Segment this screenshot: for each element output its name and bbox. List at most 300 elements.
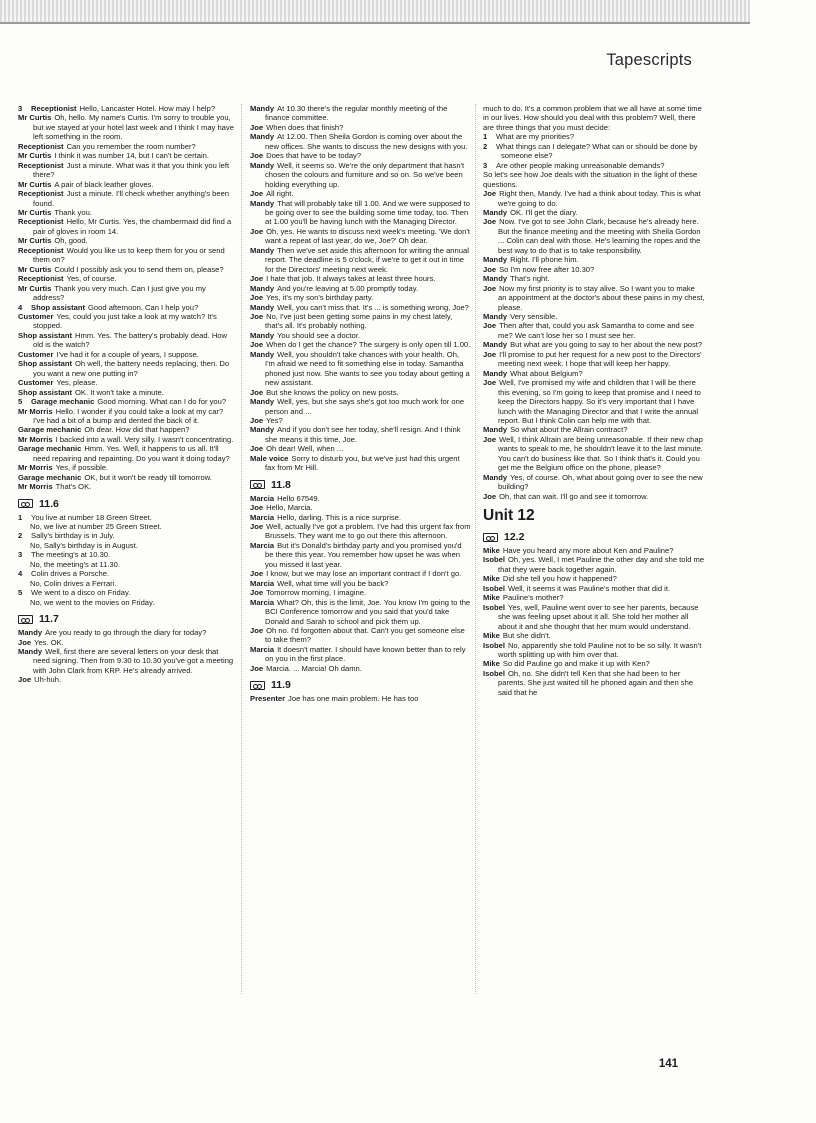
dialogue-turn	[483, 669, 705, 697]
speech-text: Well, you can't miss that. It's ... is something wrong, Joe?	[277, 302, 469, 312]
speaker-name: Joe	[250, 340, 264, 350]
speech-text: Very sensible.	[510, 311, 558, 321]
dialogue-turn	[18, 161, 236, 180]
item-text: We went to a disco on Friday.	[31, 588, 131, 598]
speech-text: Hello. I wonder if you could take a look at my car? I've had a bit of a bump and dented the back of it.	[33, 406, 224, 425]
dialogue-turn	[483, 631, 705, 640]
speech-text: At 10.30 there's the regular monthly meeting of the finance committee.	[265, 104, 448, 123]
speech-text: Yes, if possible.	[55, 463, 109, 473]
numbered-line	[18, 569, 236, 578]
dialogue-turn	[18, 350, 236, 359]
speaker-name: Mr Curtis	[18, 151, 52, 161]
speech-text: Thank you.	[54, 207, 92, 217]
speaker-name: Joe	[250, 189, 264, 199]
speaker-name: Shop assistant	[18, 387, 73, 397]
speaker-name: Receptionist	[18, 160, 64, 170]
dialogue-turn	[18, 397, 236, 406]
dialogue-turn	[18, 473, 236, 482]
speaker-name: Male voice	[250, 453, 289, 463]
speech-text: Well, you shouldn't take chances with your health. Oh, I'm afraid we need to fit something else in today. Samantha phoned just now. She wants to see you today about getting a new assistant.	[265, 349, 470, 388]
dialogue-turn	[250, 388, 471, 397]
section-number: 11.9	[271, 679, 291, 692]
speaker-name: Joe	[250, 626, 264, 636]
dialogue-turn	[483, 603, 705, 631]
speaker-name: Marcia	[250, 540, 275, 550]
speaker-name: Mandy	[483, 340, 508, 350]
item-number: 5	[18, 588, 23, 598]
dialogue-turn	[18, 628, 236, 637]
item-number: 4	[18, 569, 23, 579]
speech-text: Well, what time will you be back?	[277, 578, 389, 588]
correction-line: No, Colin drives a Ferrari.	[30, 578, 117, 588]
dialogue-turn	[18, 104, 236, 113]
speech-text: Oh dear! Well, when ...	[266, 444, 344, 454]
speech-text: And you're leaving at 5.00 promptly today.	[277, 283, 419, 293]
dialogue-turn	[18, 113, 236, 141]
dialogue-turn	[250, 694, 471, 703]
column-middle	[250, 104, 471, 704]
dialogue-turn	[18, 482, 236, 491]
dialogue-turn	[18, 265, 236, 274]
dialogue-turn	[18, 388, 236, 397]
speech-text: Hello 67549.	[277, 493, 320, 503]
speech-text: Just a minute. I'll check whether anything's been found.	[33, 189, 230, 208]
section-number: 11.7	[39, 613, 59, 626]
cassette-icon	[250, 681, 265, 690]
speech-text: Well, first there are several letters on your desk that need signing. Then from 9.30 to 10.30 you've got a meeting with John Clark from KRP. He's already arrived.	[33, 647, 234, 675]
dialogue-turn	[18, 246, 236, 265]
speech-text: Hmm. Yes. Well, it happens to us all. It'll need repairing and repainting. Do you want it doing today?	[33, 444, 230, 463]
numbered-line	[483, 132, 705, 141]
speech-text: Oh well, the battery needs replacing, then. Do you want a new one putting in?	[33, 359, 230, 378]
speaker-name: Garage mechanic	[18, 472, 82, 482]
speaker-name: Customer	[18, 349, 54, 359]
page-number: 141	[658, 1058, 678, 1070]
speaker-name: Joe	[483, 217, 497, 227]
dialogue-turn	[18, 359, 236, 378]
speech-text: Could I possibly ask you to send them on, please?	[54, 264, 224, 274]
dialogue-turn	[483, 208, 705, 217]
section-number: 12.2	[504, 531, 525, 544]
dialogue-turn	[483, 584, 705, 593]
dialogue-turn	[18, 463, 236, 472]
speaker-name: Mr Morris	[18, 434, 53, 444]
speech-text: When does that finish?	[266, 122, 344, 132]
dialogue-turn	[250, 598, 471, 626]
speech-text: Hello, darling. This is a nice surprise.	[277, 512, 402, 522]
speaker-name: Joe	[250, 387, 264, 397]
dialogue-turn	[250, 444, 471, 453]
section-heading	[18, 498, 236, 510]
scan-edge-bar	[0, 0, 750, 24]
speech-text: Oh, that can wait. I'll go and see it tomorrow.	[499, 491, 649, 501]
speaker-name: Mandy	[250, 349, 275, 359]
speaker-name: Mandy	[483, 274, 508, 284]
speech-text: I hate that job. It always takes at least three hours.	[266, 274, 436, 284]
correction-line: No, the meeting's at 11.30.	[30, 559, 120, 569]
dialogue-turn	[18, 444, 236, 463]
dialogue-turn	[250, 199, 471, 227]
dialogue-turn	[250, 331, 471, 340]
speech-text: So I'm now free after 10.30?	[499, 264, 595, 274]
dialogue-turn	[250, 151, 471, 160]
dialogue-turn	[18, 274, 236, 283]
cassette-icon	[18, 615, 33, 624]
numbered-line	[18, 550, 236, 559]
cassette-icon	[250, 480, 265, 489]
paragraph: much to do. It's a common problem that we all have at some time in our lives. How should you deal with this problem? Well, there are three things that you must decide:	[483, 104, 702, 132]
speaker-name: Joe	[250, 503, 264, 513]
dialogue-turn	[18, 647, 236, 675]
speaker-name: Mike	[483, 631, 500, 641]
dialogue-turn	[250, 246, 471, 274]
speaker-name: Mandy	[250, 330, 275, 340]
item-text: You live at number 18 Green Street.	[31, 512, 152, 522]
section-heading	[250, 679, 471, 691]
speaker-name: Mr Curtis	[18, 264, 52, 274]
dialogue-turn	[483, 217, 705, 255]
item-text: What things can I delegate? What can or should be done by someone else?	[496, 141, 698, 161]
speaker-name: Mike	[483, 574, 500, 584]
speaker-name: Mandy	[250, 160, 275, 170]
speech-text: Yes, could you just take a look at my watch? It's stopped.	[33, 311, 217, 331]
speech-text: Good afternoon. Can I help you?	[88, 302, 199, 312]
dialogue-turn	[250, 645, 471, 664]
speech-text: Oh, yes. Well, I met Pauline the other day and she told me that they were back together again.	[498, 555, 705, 574]
speech-text: Yes, of course. Oh, what about going over to see the new building?	[498, 472, 703, 492]
speech-text: Oh, yes. He wants to discuss next week's meeting. 'We don't want a repeat of last year, do we, Joe?' Oh dear.	[265, 226, 470, 246]
dialogue-turn	[250, 588, 471, 597]
speech-text: Yes, it's my son's birthday party.	[266, 293, 374, 303]
speech-text: It doesn't matter. I should have known better than to rely on you in the first place.	[265, 644, 466, 664]
speaker-name: Joe	[250, 588, 264, 598]
speaker-name: Mandy	[250, 198, 275, 208]
dialogue-turn	[483, 574, 705, 583]
item-text: Colin drives a Porsche.	[31, 569, 110, 579]
dialogue-turn	[18, 638, 236, 647]
speaker-name: Marcia	[250, 578, 275, 588]
item-text: What are my priorities?	[496, 132, 575, 142]
speech-text: Have you heard any more about Ken and Pauline?	[502, 546, 674, 556]
speaker-name: Mr Morris	[18, 406, 53, 416]
speaker-name: Joe	[483, 189, 497, 199]
dialogue-turn	[483, 350, 705, 369]
speaker-name: Receptionist	[18, 274, 64, 284]
item-text: Sally's birthday is in July.	[31, 531, 115, 541]
speaker-name: Mr Curtis	[18, 236, 52, 246]
numbered-line	[483, 161, 705, 170]
dialogue-turn	[250, 161, 471, 189]
speaker-name: Mandy	[250, 302, 275, 312]
dialogue-turn	[250, 522, 471, 541]
speech-text: Yes?	[266, 415, 283, 425]
speech-text: Thank you very much. Can I just give you my address?	[33, 283, 206, 303]
dialogue-turn	[250, 569, 471, 578]
speaker-name: Isobel	[483, 668, 505, 678]
speech-text: Yes, please.	[56, 378, 98, 388]
dialogue-turn	[483, 265, 705, 274]
speaker-name: Garage mechanic	[18, 425, 82, 435]
speech-text: Right then, Mandy. I've had a think about today. This is what we're going to do.	[498, 189, 701, 208]
speech-text: What about Belgium?	[510, 368, 583, 378]
speaker-name: Customer	[18, 311, 54, 321]
speech-text: OK. It won't take a minute.	[75, 387, 164, 397]
section-heading	[483, 531, 705, 543]
speaker-name: Joe	[483, 378, 497, 388]
cassette-icon	[483, 533, 498, 542]
dialogue-turn	[483, 659, 705, 668]
speech-text: OK. I'll get the diary.	[510, 207, 578, 217]
column-right	[483, 104, 705, 697]
speaker-name: Mandy	[483, 368, 508, 378]
section-number: 11.6	[39, 497, 59, 510]
speaker-name: Joe	[250, 569, 264, 579]
dialogue-turn	[250, 227, 471, 246]
dialogue-turn	[18, 303, 236, 312]
item-number: 1	[18, 512, 23, 522]
dialogue-turn	[18, 378, 236, 387]
speaker-name: Joe	[250, 444, 264, 454]
dialogue-turn	[483, 593, 705, 602]
speech-text: That's right.	[510, 274, 550, 284]
speech-text: Yes, well, Pauline went over to see her parents, because she was feeling upset about it all. She told her mother all about it and she thought that her mum would understand.	[498, 602, 699, 631]
speaker-name: Joe	[483, 264, 497, 274]
speaker-name: Mandy	[483, 255, 508, 265]
speech-text: Oh no. I'd forgotten about that. Can't you get someone else to take them?	[265, 626, 465, 645]
dialogue-turn	[250, 274, 471, 283]
dialogue-turn	[483, 274, 705, 283]
dialogue-turn	[250, 454, 471, 473]
dialogue-turn	[250, 664, 471, 673]
speech-text: When do I get the chance? The surgery is only open till 1.00.	[266, 340, 471, 350]
dialogue-turn	[483, 189, 705, 208]
dialogue-turn	[483, 321, 705, 340]
speech-text: At 12.00. Then Sheila Gordon is coming over about the new offices. She wants to discuss the new designs with you.	[265, 132, 468, 151]
dialogue-turn	[18, 675, 236, 684]
dialogue-turn	[483, 473, 705, 492]
section-number: 11.8	[271, 478, 291, 491]
speech-text: Hello, Marcia.	[266, 503, 313, 513]
speech-text: Oh, no. She didn't tell Ken that she had been to her parents. She just waited till he phoned again and then she said that he	[498, 668, 694, 697]
speaker-name: Receptionist	[18, 217, 64, 227]
dialogue-turn	[250, 416, 471, 425]
speaker-name: Garage mechanic	[18, 444, 82, 454]
numbered-line	[18, 531, 236, 540]
speech-text: Hello, Lancaster Hotel. How may I help?	[79, 104, 216, 113]
speaker-name: Mr Curtis	[18, 179, 52, 189]
speaker-name: Garage mechanic	[31, 397, 95, 407]
speaker-name: Mike	[483, 593, 500, 603]
running-head: Tapescripts	[606, 51, 692, 69]
dialogue-turn	[483, 378, 705, 425]
speech-text: I'll promise to put her request for a new post to the Directors' meeting next week. I hope that will keep her happy.	[498, 349, 702, 369]
speaker-name: Mandy	[250, 397, 275, 407]
speaker-name: Shop assistant	[18, 330, 73, 340]
dialogue-turn	[18, 435, 236, 444]
dialogue-turn	[250, 397, 471, 416]
speaker-name: Marcia	[250, 493, 275, 503]
dialogue-turn	[250, 494, 471, 503]
speaker-name: Isobel	[483, 555, 505, 565]
speaker-name: Mandy	[18, 628, 43, 638]
dialogue-turn	[483, 641, 705, 660]
speaker-name: Joe	[250, 151, 264, 161]
speech-text: Yes, of course.	[66, 274, 117, 284]
speaker-name: Joe	[483, 283, 497, 293]
dialogue-turn	[483, 340, 705, 349]
speaker-name: Joe	[250, 122, 264, 132]
dialogue-turn	[18, 284, 236, 303]
item-number: 3	[483, 160, 488, 170]
dialogue-turn	[250, 293, 471, 302]
speaker-name: Mike	[483, 546, 500, 556]
speaker-name: Mr Curtis	[18, 283, 52, 293]
dialogue-turn	[483, 435, 705, 473]
speech-text: I backed into a wall. Very silly. I wasn't concentrating.	[55, 434, 234, 444]
item-number: 3	[18, 104, 23, 113]
speech-text: I know, but we may lose an important contract if I don't go.	[266, 569, 462, 579]
speech-text: You should see a doctor.	[277, 330, 360, 340]
column-divider	[241, 104, 242, 994]
speaker-name: Customer	[18, 378, 54, 388]
speaker-name: Presenter	[250, 694, 286, 704]
speaker-name: Isobel	[483, 602, 505, 612]
speech-text: So did Pauline go and make it up with Ken?	[502, 659, 650, 669]
speech-text: Hello, Mr Curtis. Yes, the chambermaid did find a pair of gloves in room 14.	[33, 217, 232, 236]
speaker-name: Mandy	[483, 472, 508, 482]
dialogue-turn	[250, 284, 471, 293]
dialogue-turn	[18, 236, 236, 245]
dialogue-turn	[250, 425, 471, 444]
dialogue-turn	[18, 180, 236, 189]
speech-text: No, I've just been getting some pains in my chest lately, that's all. It's probably nothing.	[265, 311, 453, 331]
speech-text: Just a minute. What was it that you think you left there?	[33, 160, 230, 180]
speaker-name: Mandy	[483, 425, 508, 435]
speaker-name: Mr Curtis	[18, 207, 52, 217]
unit-heading: Unit 12	[483, 507, 535, 525]
speech-text: Sorry to disturb you, but we've just had this urgent fax from Mr Hill.	[265, 453, 460, 473]
speech-text: Would you like us to keep them for you or send them on?	[33, 245, 225, 265]
speech-text: Well, yes, but she says she's got too much work for one person and ...	[265, 397, 465, 416]
dialogue-turn	[250, 513, 471, 522]
correction-line: No, we went to the movies on Friday.	[30, 597, 155, 607]
speech-text: Marcia. ... Marcia! Oh damn.	[266, 663, 362, 673]
speech-text: Are you ready to go through the diary for today?	[45, 628, 207, 638]
speaker-name: Marcia	[250, 644, 275, 654]
column-left	[18, 104, 236, 685]
speaker-name: Mr Morris	[18, 463, 53, 473]
section-heading	[250, 479, 471, 491]
speech-text: That will probably take till 1.00. And we were supposed to be going over to see the building some time today, too. Then at 1.00 you'll be having lunch with the Managing Director.	[265, 198, 470, 227]
dialogue-turn	[250, 312, 471, 331]
speech-text: Good morning. What can I do for you?	[97, 397, 227, 407]
speaker-name: Joe	[483, 321, 497, 331]
speaker-name: Joe	[483, 349, 497, 359]
speaker-name: Receptionist	[18, 189, 64, 199]
speech-text: Pauline's mother?	[502, 593, 564, 603]
speech-text: Well, actually I've got a problem. I've had this urgent fax from Brussels. They want me to go out there this afternoon.	[265, 522, 471, 541]
item-number: 4	[18, 302, 23, 312]
speech-text: I've had it for a couple of years, I suppose.	[56, 349, 199, 359]
speech-text: Did she tell you how it happened?	[502, 574, 617, 584]
speech-text: What? Oh, this is the limit, Joe. You know I'm going to the BCI Conference tomorrow and you said that you'd take Donald and Sarah to school and pick them up.	[265, 597, 471, 626]
dialogue-turn	[483, 255, 705, 264]
speech-text: Joe has one main problem. He has too	[288, 694, 419, 704]
dialogue-turn	[250, 541, 471, 569]
speaker-name: Marcia	[250, 512, 275, 522]
dialogue-turn	[250, 579, 471, 588]
dialogue-turn	[483, 312, 705, 321]
dialogue-turn	[250, 132, 471, 151]
dialogue-turn	[483, 492, 705, 501]
speech-text: Yes. OK.	[34, 637, 64, 647]
speaker-name: Joe	[250, 226, 264, 236]
speech-text: Hmm. Yes. The battery's probably dead. How old is the watch?	[33, 330, 228, 350]
speech-text: Then after that, could you ask Samantha to come and see me? We can't lose her so I must see her.	[498, 321, 695, 340]
dialogue-turn	[483, 284, 705, 312]
speech-text: Now my first priority is to stay alive. So I want you to make an appointment at the doctor's about these pains in my chest, please.	[498, 283, 705, 312]
correction-line: No, we live at number 25 Green Street.	[30, 522, 162, 532]
dialogue-turn	[18, 217, 236, 236]
item-text: The meeting's at 10.30.	[31, 550, 111, 560]
speech-text: Then we've set aside this afternoon for writing the annual report. The deadline is 5 o'clock, if we're to get it out in time for the Directors' meeting next week.	[265, 245, 469, 274]
dialogue-turn	[483, 546, 705, 555]
speech-text: Uh-huh.	[34, 675, 62, 685]
paragraph: So let's see how Joe deals with the situation in the light of these questions.	[483, 170, 698, 189]
speaker-name: Mandy	[250, 245, 275, 255]
speaker-name: Joe	[483, 491, 497, 501]
dialogue-turn	[18, 312, 236, 331]
numbered-line	[18, 513, 236, 522]
speaker-name: Mandy	[18, 647, 43, 657]
speech-text: Can you remember the room number?	[66, 141, 196, 151]
item-number: 2	[483, 141, 488, 151]
speech-text: A pair of black leather gloves.	[54, 179, 154, 189]
dialogue-turn	[250, 626, 471, 645]
numbered-line	[18, 588, 236, 597]
dialogue-turn	[483, 425, 705, 434]
speaker-name: Joe	[483, 434, 497, 444]
speech-text: So what about the Allrain contract?	[510, 425, 628, 435]
speaker-name: Receptionist	[31, 104, 77, 113]
speech-text: But it's Donald's birthday party and you promised you'd be there this year. You remember how upset he was when you missed it last year.	[265, 540, 462, 569]
dialogue-turn	[18, 425, 236, 434]
speech-text: But she knows the policy on new posts.	[266, 387, 399, 397]
dialogue-turn	[483, 369, 705, 378]
speech-text: Oh dear. How did that happen?	[84, 425, 190, 435]
speaker-name: Mandy	[250, 283, 275, 293]
dialogue-turn	[18, 189, 236, 208]
dialogue-turn	[250, 123, 471, 132]
speech-text: But what are you going to say to her about the new post?	[510, 340, 703, 350]
speaker-name: Mandy	[250, 104, 275, 113]
speaker-name: Mr Morris	[18, 482, 53, 492]
speaker-name: Joe	[250, 274, 264, 284]
dialogue-turn	[18, 151, 236, 160]
item-number: 5	[18, 397, 23, 407]
speaker-name: Mandy	[250, 132, 275, 142]
column-divider	[475, 104, 476, 994]
speaker-name: Receptionist	[18, 245, 64, 255]
speech-text: Well, it seems it was Pauline's mother that did it.	[507, 583, 671, 593]
dialogue-turn	[18, 331, 236, 350]
dialogue-turn	[250, 303, 471, 312]
speech-text: Does that have to be today?	[266, 151, 362, 161]
speech-text: Oh, good.	[54, 236, 88, 246]
speech-text: Right. I'll phone him.	[510, 255, 579, 265]
speech-text: No, apparently she told Pauline not to be so silly. It wasn't worth splitting up with him over that.	[498, 640, 702, 660]
speaker-name: Joe	[18, 637, 32, 647]
